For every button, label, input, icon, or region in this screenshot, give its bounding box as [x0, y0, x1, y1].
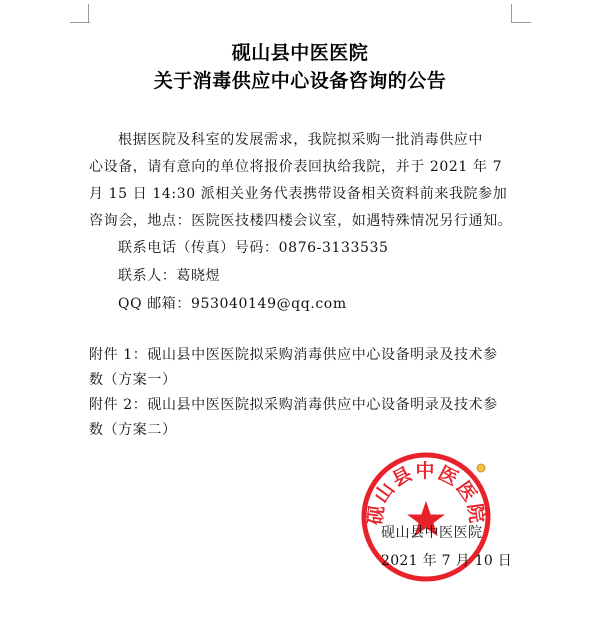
signature-date: 2021 年 7 月 10 日 [381, 553, 513, 569]
contact-person: 联系人：葛晓煜 [118, 268, 221, 284]
crop-mark-top-right-vertical [511, 4, 512, 23]
body-line-1: 根据医院及科室的发展需求，我院拟采购一批消毒供应中 [118, 132, 483, 148]
attachment-2-line-1: 附件 2：砚山县中医医院拟采购消毒供应中心设备明录及技术参 [89, 397, 498, 413]
body-line-3: 月 15 日 14:30 派相关业务代表携带设备相关资料前来我院参加 [89, 186, 508, 202]
document-title-hospital: 砚山县中医医院 [231, 42, 369, 64]
signature-organization: 砚山县中医医院 [381, 525, 483, 541]
document-title-notice: 关于消毒供应中心设备咨询的公告 [153, 70, 447, 92]
small-stamp-mark-icon [476, 463, 486, 473]
body-line-2: 心设备，请有意向的单位将报价表回执给我院，并于 2021 年 7 [89, 159, 503, 175]
contact-phone: 联系电话（传真）号码：0876-3133535 [118, 240, 389, 256]
crop-mark-top-left-vertical [88, 4, 89, 23]
body-line-4: 咨询会，地点：医院医技楼四楼会议室，如遇特殊情况另行通知。 [89, 213, 513, 229]
contact-email: QQ 邮箱：953040149@qq.com [118, 296, 347, 312]
crop-mark-top-right [511, 22, 531, 23]
attachment-2-line-2: 数（方案二） [89, 422, 177, 438]
crop-mark-top-left [70, 22, 90, 23]
attachment-1-line-2: 数（方案一） [89, 372, 177, 388]
seal-text: 砚山县中医医院 [364, 460, 488, 527]
attachment-1-line-1: 附件 1：砚山县中医医院拟采购消毒供应中心设备明录及技术参 [89, 347, 498, 363]
